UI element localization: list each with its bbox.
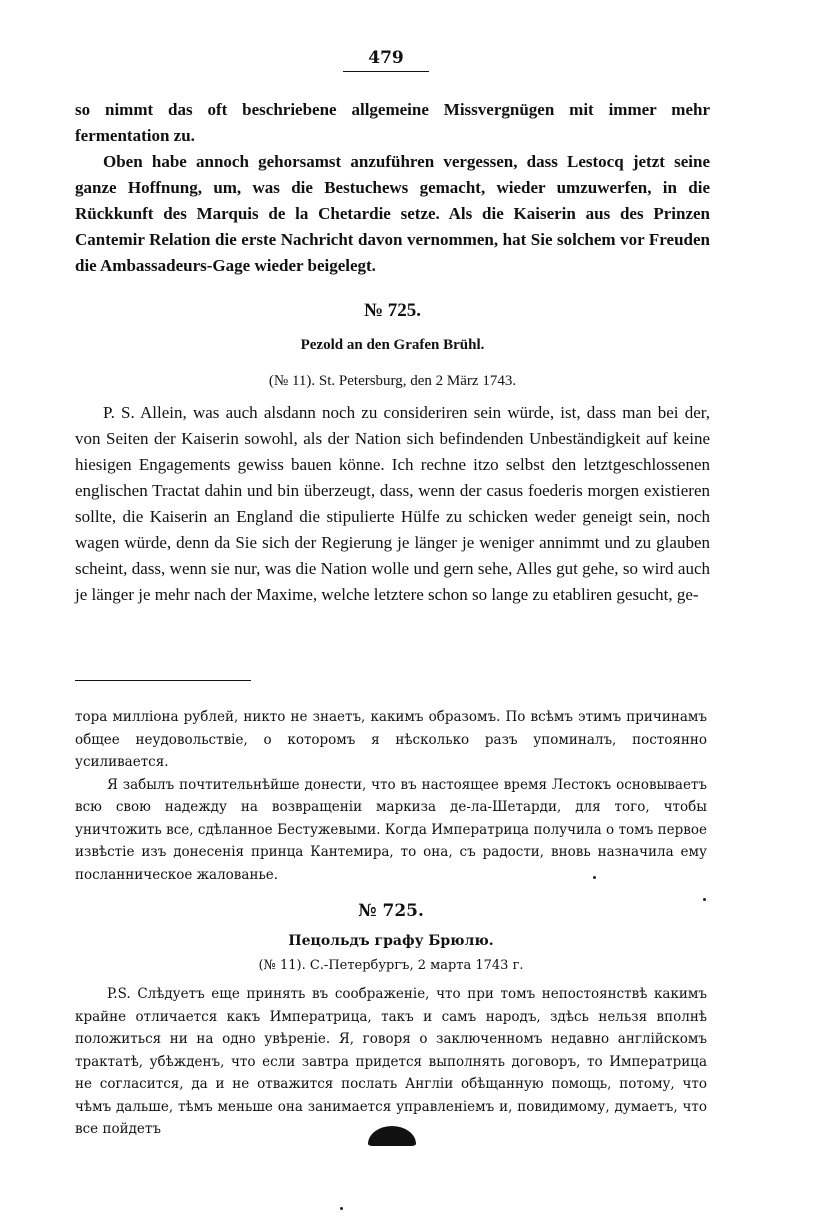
russian-paragraph-3: P.S. Слѣдуетъ еще принять въ соображеніе, что при томъ непостоянствѣ какимъ крайне отличается какъ Императрица, такъ и самъ народъ, здѣсь нельзя вполнѣ положиться ни на одно увѣреніе. Я, говоря о заключенномъ недавно англійскомъ трактатѣ, убѣжденъ, что если завтра придется выполнять договоръ, то Императрица не согласится, да и не отважится послать Англіи обѣщанную помощь, потому, что чѣмъ дальше, тѣмъ меньше она занимается управленіемъ и, повидимому, думаетъ, что все пойдетъ [75, 986, 707, 1137]
speck [340, 1207, 343, 1210]
russian-text-top [75, 706, 707, 886]
russian-paragraph-2: Я забылъ почтительнѣйше донести, что въ настоящее время Лестокъ основываетъ всю свою надежду на возвращеніи маркиза де-ла-Шетарди, для того, чтобы уничтожить все, сдѣланное Бестужевыми. Когда Императрица получила о томъ первое извѣстіе изъ донесенія принца Кантемира, то она, съ радости, вновь назначила ему посланническое жалованье. [75, 776, 707, 883]
speck [593, 876, 596, 879]
russian-heading: Пецольдъ графу Брюлю. [288, 933, 494, 949]
footnote-divider [75, 680, 251, 681]
german-dateline: (№ 11). St. Petersburg, den 2 März 1743. [268, 373, 517, 389]
page-number: 479 [343, 48, 429, 72]
speck [703, 898, 706, 901]
german-heading: Pezold an den Grafen Brühl. [300, 337, 485, 353]
russian-dateline: (№ 11). С.-Петербургъ, 2 марта 1743 г. [258, 958, 524, 973]
german-paragraph-3: P. S. Allein, was auch alsdann noch zu consideriren sein würde, ist, dass man bei der, von Seiten der Kaiserin sowohl, als der Nation sich befindenden Unbeständigkeit auf keine hiesigen Engagements gewiss bauen könne. Ich rechne itzo selbst den letztgeschlossenen englischen Tractat dahin und bin überzeugt, dass, wenn der casus foederis morgen existieren sollte, die Kaiserin an England die stipulierte Hülfe zu schicken weder geneigt sein, noch wagen würde, denn da Sie sich der Regierung je länger je weniger annimmt und zu glauben scheint, dass, wenn sie nur, was die Nation wolle und gern sehe, Alles gut gehe, so wird auch je länger je mehr nach der Maxime, welche letztere schon so lange zu etabliren gesucht, ge- [75, 403, 710, 604]
german-text-ps [75, 400, 710, 608]
russian-paragraph-1: тора милліона рублей, никто не знаетъ, какимъ образомъ. По всѣмъ этимъ причинамъ общее неудовольствіе, о которомъ я нѣсколько разъ упоминалъ, постоянно усиливается. [75, 709, 707, 770]
german-text-top [75, 97, 710, 279]
german-paragraph-1: so nimmt das oft beschriebene allgemeine Missvergnügen mit immer mehr fermentation zu. [75, 100, 710, 145]
german-paragraph-2: Oben habe annoch gehorsamst anzuführen vergessen, dass Lestocq jetzt seine ganze Hoffnung, um, was die Bestuchews gemacht, wieder umzuwerfen, in die Rückkunft des Marquis de la Chetardie setze. Als die Kaiserin aus des Prinzen Cantemir Relation die erste Nachricht davon vernommen, hat Sie solchem vor Freuden die Ambassadeurs-Gage wieder beigelegt. [75, 152, 710, 275]
russian-text-ps [75, 983, 707, 1141]
german-document-number: № 725. [363, 300, 422, 321]
russian-document-number: № 725. [358, 901, 424, 921]
